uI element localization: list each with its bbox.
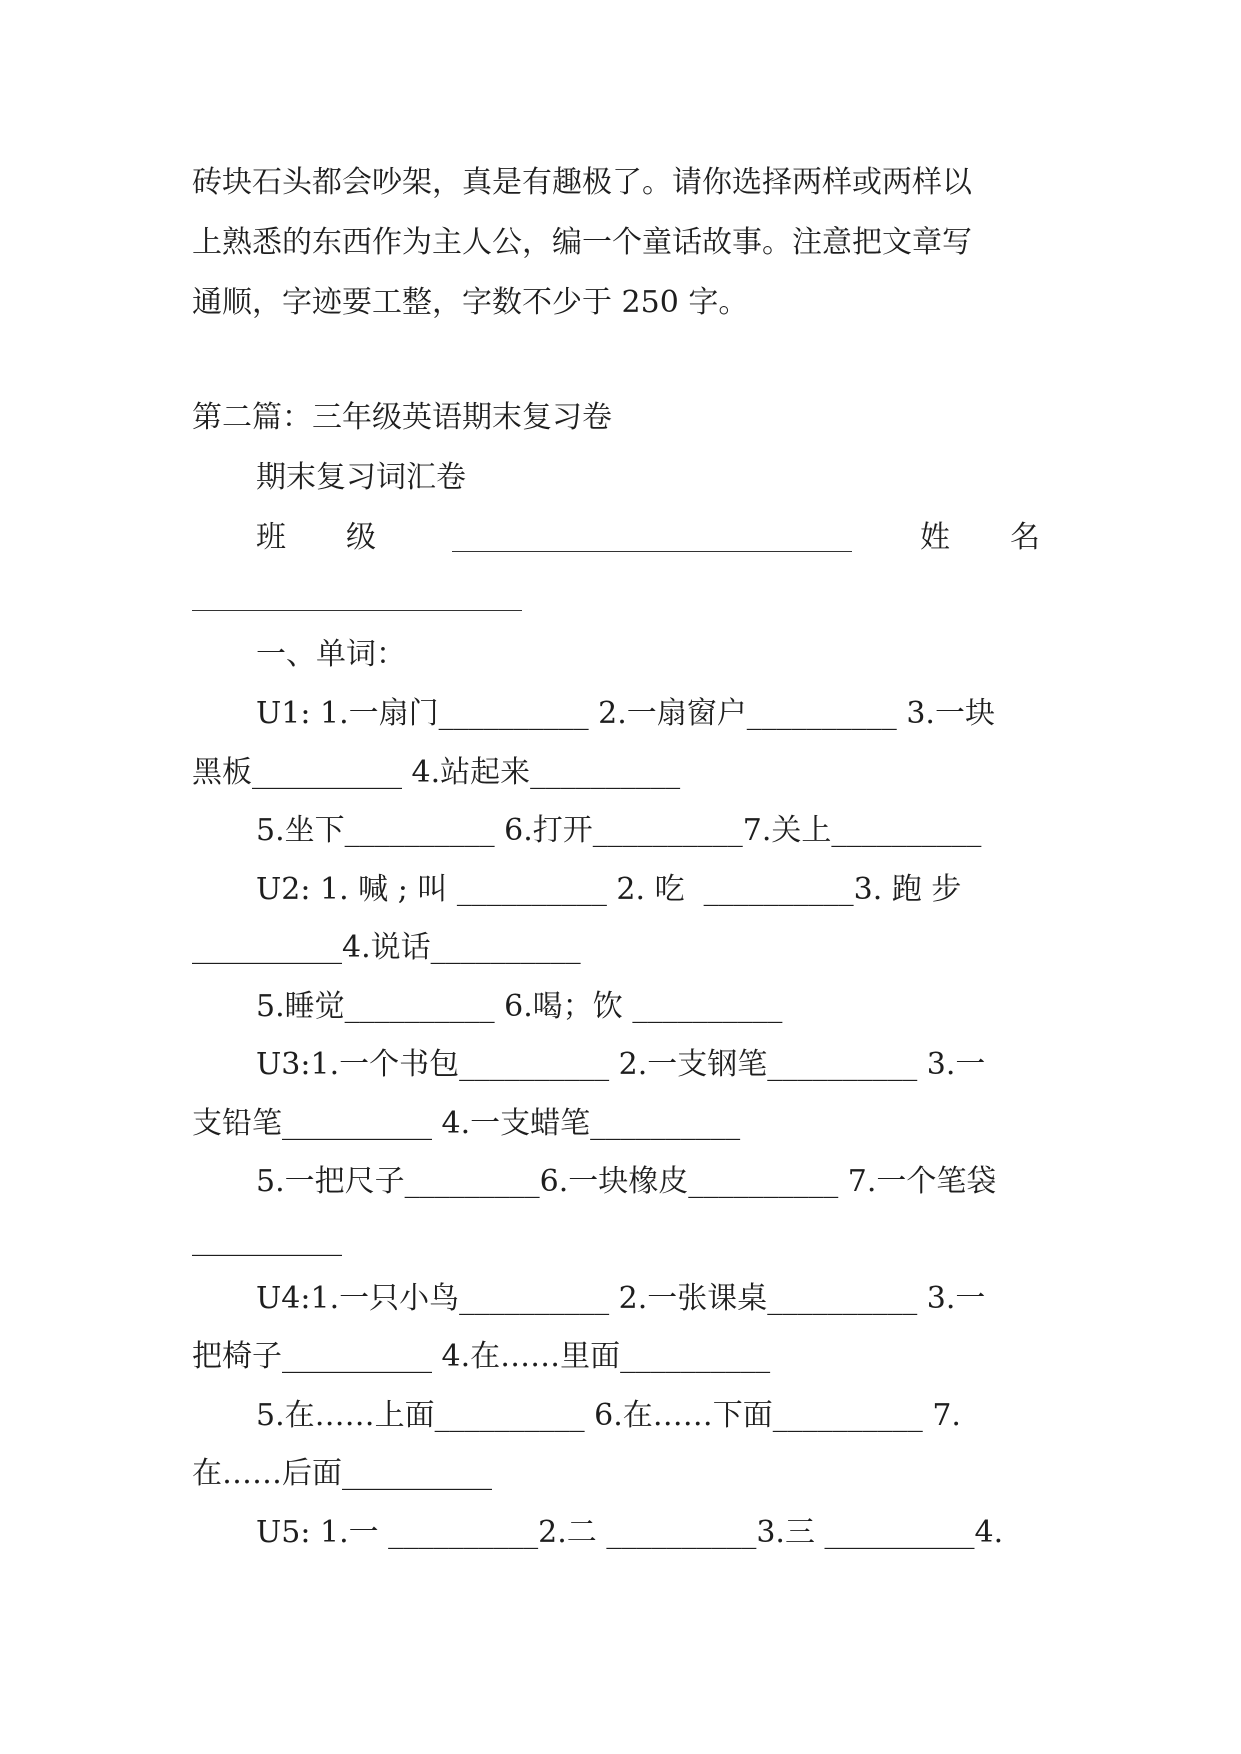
name-blank — [192, 610, 522, 611]
class-blank — [452, 551, 852, 552]
vocab-line: 把椅子__________ 4.在……里面__________ — [192, 1339, 771, 1374]
intro-line: 砖块石头都会吵架，真是有趣极了。请你选择两样或两样以 — [192, 165, 972, 200]
vocab-line: 5.坐下__________ 6.打开__________7.关上__________ — [256, 813, 982, 848]
vocab-line: 5.一把尺子_________6.一块橡皮__________ 7.一个笔袋 — [256, 1164, 997, 1199]
vocab-line: 5.在……上面__________ 6.在……下面__________ 7. — [256, 1398, 961, 1433]
intro-line: 上熟悉的东西作为主人公，编一个童话故事。注意把文章写 — [192, 225, 972, 260]
vocab-line: U1: 1.一扇门__________ 2.一扇窗户__________ 3.一块 — [256, 696, 995, 731]
class-label: 班 级 — [256, 520, 376, 555]
vocab-line: 黑板__________ 4.站起来__________ — [192, 755, 681, 790]
intro-line: 通顺，字迹要工整，字数不少于 250 字。 — [192, 285, 749, 320]
vocab-line: 在……后面__________ — [192, 1456, 492, 1491]
vocab-line: U3:1.一个书包__________ 2.一支钢笔__________ 3.一 — [256, 1047, 986, 1082]
name-label: 姓 名 — [920, 520, 1040, 555]
vocab-line: 5.睡觉__________ 6.喝；饮 __________ — [256, 989, 783, 1024]
vocab-line: __________4.说话__________ — [192, 930, 581, 965]
vocab-line: 支铅笔__________ 4.一支蜡笔__________ — [192, 1106, 741, 1141]
vocab-line: U4:1.一只小鸟__________ 2.一张课桌__________ 3.一 — [256, 1281, 986, 1316]
vocab-line: U5: 1.一 __________2.二 __________3.三 __________4. — [256, 1515, 1004, 1550]
section-subtitle: 期末复习词汇卷 — [256, 460, 466, 495]
section-title: 第二篇：三年级英语期末复习卷 — [192, 400, 612, 435]
vocab-line: __________ — [192, 1222, 342, 1257]
part-heading: 一、单词： — [256, 637, 406, 672]
vocab-line: U2: 1. 喊 ; 叫 __________ 2. 吃 __________3. 跑 步 — [256, 872, 962, 907]
